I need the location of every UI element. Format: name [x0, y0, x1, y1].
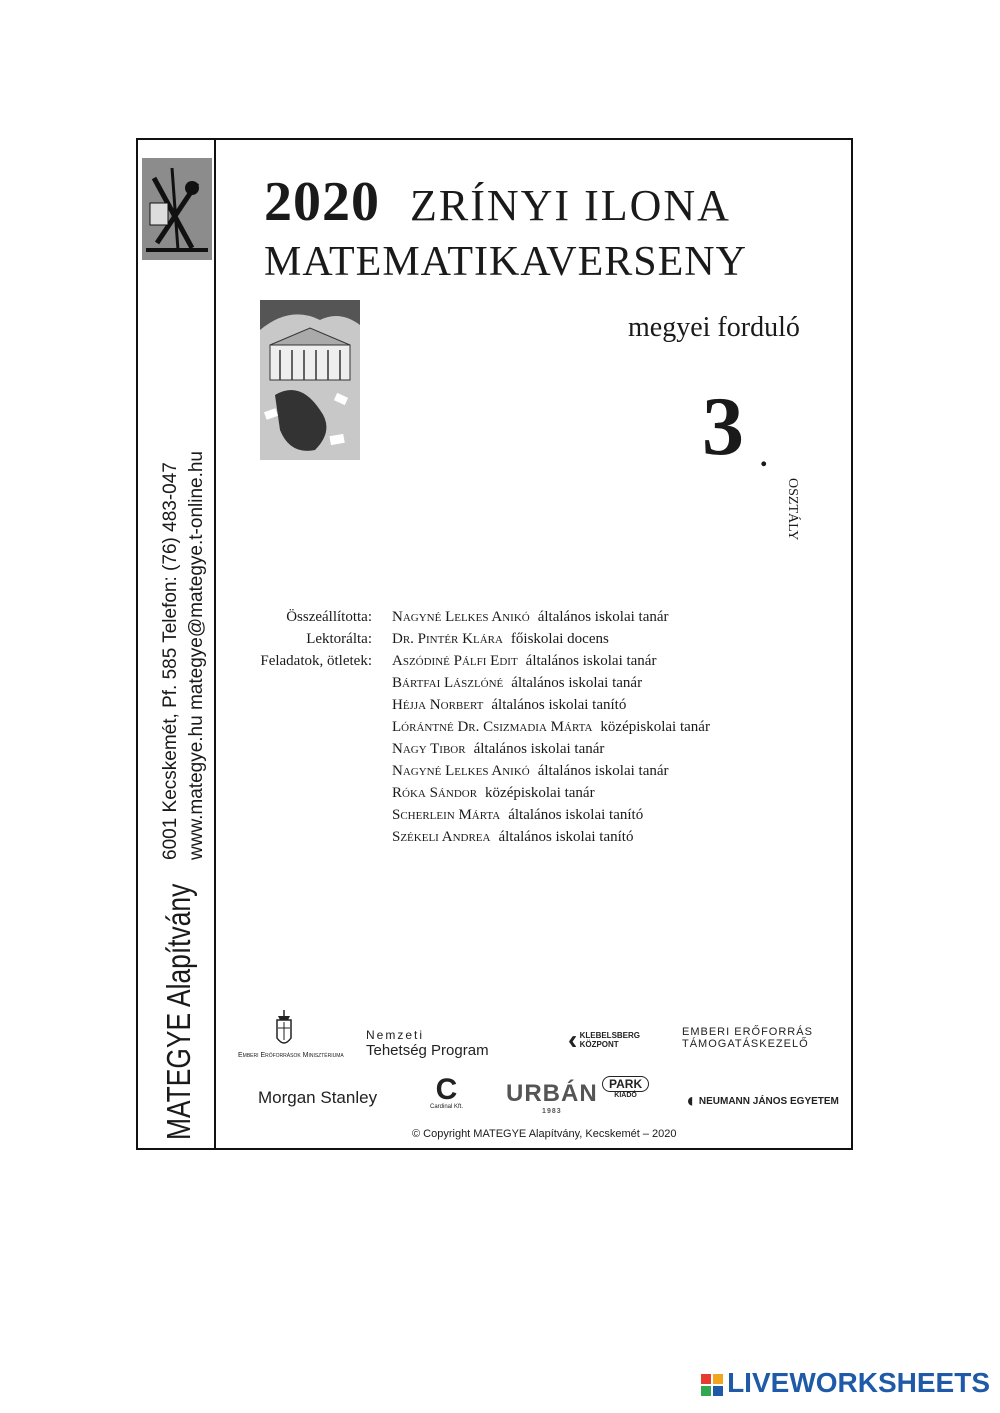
nje-text: NEUMANN JÁNOS EGYETEM — [698, 1096, 839, 1107]
credit-name: Héjja Norbert — [392, 697, 484, 713]
credit-role: általános iskolai tanár — [511, 675, 643, 691]
ntp-logo — [366, 1028, 489, 1059]
credit-row — [258, 628, 828, 650]
address-line-2: www.mategye.hu mategye@mategye.t-online.hu — [186, 450, 207, 860]
park-logo — [602, 1076, 649, 1099]
morgan-stanley-logo: Morgan Stanley — [258, 1088, 378, 1107]
credit-row — [258, 606, 828, 628]
copyright: © Copyright MATEGYE Alapítvány, Kecskemét – 2020 — [412, 1128, 677, 1140]
sidebar-spine — [138, 140, 216, 1148]
sponsor-logos — [238, 1010, 838, 1140]
credit-label — [258, 672, 392, 694]
credit-role: általános iskolai tanító — [498, 829, 634, 845]
credit-label — [258, 804, 392, 826]
grade-label: osztály — [784, 478, 806, 541]
round-label: megyei forduló — [628, 312, 800, 343]
credit-row — [258, 804, 828, 826]
credit-label — [258, 694, 392, 716]
credits-list — [258, 606, 828, 848]
credit-row — [258, 826, 828, 848]
kk-top: KLEBELSBERG — [579, 1031, 641, 1040]
credit-row — [258, 650, 828, 672]
credit-name: Scherlein Márta — [392, 807, 501, 823]
credit-label — [258, 738, 392, 760]
credit-name: Nagy Tibor — [392, 741, 466, 757]
credit-role: főiskolai docens — [510, 631, 609, 647]
nje-logo — [684, 1090, 839, 1113]
credit-row — [258, 694, 828, 716]
urban-logo — [506, 1080, 598, 1115]
emmi-text: Emberi Erőforrások Minisztériuma — [238, 1052, 344, 1059]
credit-role: általános iskolai tanár — [537, 763, 669, 779]
liveworksheets-watermark — [701, 1367, 990, 1399]
urban-text: URBÁN — [506, 1080, 598, 1107]
watermark-text: LIVEWORKSHEETS — [727, 1367, 990, 1398]
credit-label — [258, 826, 392, 848]
grade-dot: . — [760, 440, 768, 473]
credit-row — [258, 738, 828, 760]
credit-name: Lórántné Dr. Csizmadia Márta — [392, 719, 593, 735]
title-competition: MATEMATIKAVERSENY — [264, 239, 747, 285]
liveworksheets-icon — [701, 1374, 723, 1396]
credit-label: Lektorálta: — [306, 631, 372, 647]
mategye-logo — [142, 158, 212, 260]
cover-page — [136, 138, 853, 1150]
credit-role: általános iskolai tanár — [525, 653, 657, 669]
cardinal-text: Cardinal Kft. — [430, 1104, 464, 1110]
credit-label: Összeállította: — [286, 609, 372, 625]
credit-name: Nagyné Lelkes Anikó — [392, 763, 530, 779]
credit-row — [258, 672, 828, 694]
credit-label: Feladatok, ötletek: — [260, 653, 372, 669]
address-line-1: 6001 Kecskemét, Pf. 585 Telefon: (76) 483-047 — [160, 462, 181, 860]
k-mark-icon: ‹ — [568, 1024, 578, 1055]
cover-illustration — [260, 300, 360, 460]
park-bottom: KIADÓ — [614, 1092, 637, 1099]
emmi-logo — [238, 1010, 344, 1059]
title-year: 2020 — [264, 171, 380, 233]
credit-label — [258, 782, 392, 804]
credit-row — [258, 760, 828, 782]
c-mark-icon: C — [435, 1073, 458, 1106]
eftk-bottom: TÁMOGATÁSKEZELŐ — [682, 1038, 809, 1050]
grade-number: 3 — [702, 380, 744, 473]
cardinal-logo — [430, 1073, 464, 1110]
credit-role: általános iskolai tanító — [491, 697, 627, 713]
credit-name: Nagyné Lelkes Anikó — [392, 609, 530, 625]
credit-role: általános iskolai tanár — [473, 741, 605, 757]
park-top: PARK — [602, 1076, 649, 1092]
credit-name: Székeli Andrea — [392, 829, 491, 845]
eftk-top: EMBERI ERŐFORRÁS — [682, 1026, 813, 1038]
klebelsberg-logo — [568, 1024, 640, 1056]
credit-name: Aszódiné Pálfi Edit — [392, 653, 518, 669]
coat-of-arms-icon — [274, 1010, 294, 1050]
credit-row — [258, 782, 828, 804]
credit-name: Dr. Pintér Klára — [392, 631, 503, 647]
foundation-name: MATEGYE Alapítvány — [160, 883, 197, 1140]
credit-role: általános iskolai tanár — [537, 609, 669, 625]
eftk-logo — [682, 1026, 813, 1050]
credit-name: Bártfai Lászlóné — [392, 675, 504, 691]
urban-sub: 1983 — [542, 1108, 562, 1115]
credit-role: középiskolai tanár — [485, 785, 595, 801]
ntp-bottom: Tehetség Program — [366, 1042, 489, 1059]
credit-role: általános iskolai tanító — [508, 807, 644, 823]
credit-label — [258, 716, 392, 738]
credit-role: középiskolai tanár — [600, 719, 710, 735]
title-name: ZRÍNYI ILONA — [410, 181, 731, 230]
credit-name: Róka Sándor — [392, 785, 478, 801]
credit-label — [258, 760, 392, 782]
ntp-top: Nemzeti — [366, 1028, 425, 1042]
nje-mark-icon: ◖ — [684, 1090, 697, 1112]
credit-row — [258, 716, 828, 738]
kk-bottom: KÖZPONT — [579, 1040, 619, 1049]
